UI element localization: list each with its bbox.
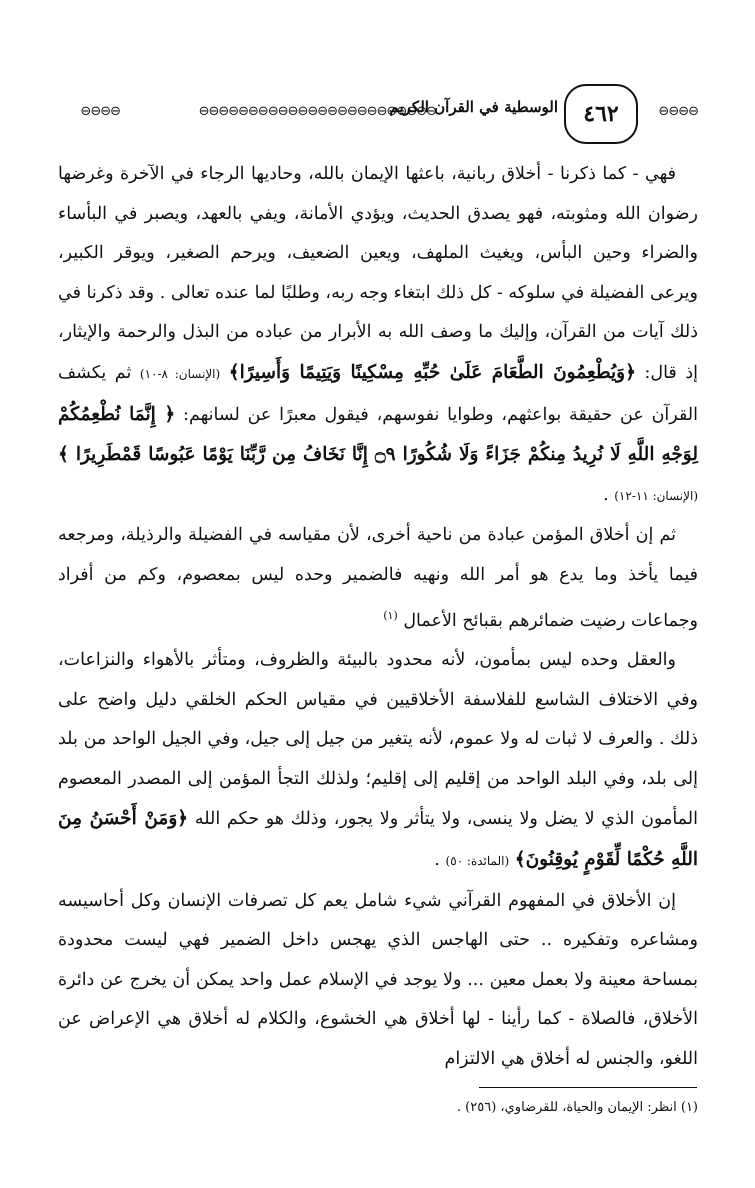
page-header bbox=[58, 84, 698, 148]
paragraph-2 bbox=[58, 516, 698, 641]
quran-verse: ﴿وَمَنْ أَحْسَنُ مِنَ اللَّهِ حُكْمًا لِّقَوْمٍ يُوقِنُونَ﴾ bbox=[58, 808, 698, 870]
verse-citation: (الإنسان: ٨-١٠) bbox=[139, 366, 221, 381]
quran-verse: ﴿ إِنَّمَا نُطْعِمُكُمْ لِوَجْهِ اللَّهِ لَا نُرِيدُ مِنكُمْ جَزَاءً وَلَا شُكُورًا ۝٩ إِنَّا نَخَافُ مِن رَّبِّنَا يَوْمًا عَبُوسًا قَمْطَرِيرًا ﴾ bbox=[58, 403, 698, 466]
paragraph-text: . bbox=[434, 849, 446, 870]
body-text bbox=[58, 155, 698, 1079]
header-ornament-middle: ⊖⊖⊖⊖⊖⊖⊖⊖⊖⊖⊖⊖⊖⊖⊖⊖⊖⊖⊖⊖⊖⊖⊖⊖ bbox=[198, 104, 436, 119]
paragraph-1 bbox=[58, 155, 698, 516]
paragraph-3 bbox=[58, 641, 698, 882]
header-ornament-left: ⊖⊖⊖⊖ bbox=[80, 104, 120, 119]
verse-citation: (المائدة: ٥٠) bbox=[445, 853, 510, 868]
paragraph-4 bbox=[58, 882, 698, 1080]
book-title: الوسطية في القرآن الكريم bbox=[389, 98, 558, 116]
paragraph-text: والعقل وحده ليس بمأمون، لأنه محدود بالبيئة والظروف، ومتأثر بالأهواء والنزاعات، وفي الاختلاف الشاسع للفلاسفة الأخلاقيين في مقياس الحكم الخلقي دليل واضح على ذلك . والعرف لا ثبات له ولا عموم، لأنه يتغير من جيل إلى جيل، وفي الجيل الواحد من بلد إلى بلد، وفي البلد الواحد من إقليم إلى إقليم؛ ولذلك التجأ المؤمن إلى المصدر المعصوم المأمون الذي لا يضل ولا ينسى، ولا يتأثر ولا يجور، وذلك هو حكم الله bbox=[58, 649, 698, 830]
paragraph-text: فهي - كما ذكرنا - أخلاق ربانية، باعثها الإيمان بالله، وحاديها الرجاء في الآخرة وغرضها رضوان الله ومثوبته، فهو يصدق الحديث، ويؤدي الأمانة، ويفي بالعهد، ويصبر في البأساء والضراء وحين البأس، ويغيث الملهف، ويعين الضعيف، ويرحم الصغير، ويوقر الكبير، ويرعى الفضيلة في سلوكه - كل ذلك ابتغاء وجه ربه، وطلبًا لما عنده تعالى . وقد ذكرنا في ذلك آيات من القرآن، وإليك ما وصف الله به الأبرار من عباده من البذل والرحمة والإيثار، إذ قال: bbox=[58, 164, 698, 383]
footnote-divider bbox=[479, 1087, 697, 1088]
header-ornament-right: ⊖⊖⊖⊖ bbox=[658, 104, 698, 119]
quran-verse: ﴿وَيُطْعِمُونَ الطَّعَامَ عَلَىٰ حُبِّهِ مِسْكِينًا وَيَتِيمًا وَأَسِيرًا﴾ bbox=[228, 361, 636, 383]
footnote-reference[interactable]: (١) bbox=[383, 608, 398, 622]
paragraph-text: إن الأخلاق في المفهوم القرآني شيء شامل يعم كل تصرفات الإنسان وكل أحاسيسه ومشاعره وتفكيره .. حتى الهاجس الذي يهجس داخل الضمير فهي ليست محدودة بمساحة معينة ولا بعمل معين ... ولا يوجد في الإسلام عمل واحد يمكن أن يخرج عن دائرة الأخلاق، فالصلاة - كما رأينا - لها أخلاق هي الخشوع، والكلام له أخلاق هي الإعراض عن اللغو، والجنس له أخلاق هي الالتزام bbox=[58, 890, 698, 1069]
page-number: ٤٦٢ bbox=[564, 84, 638, 144]
paragraph-text: ثم يكشف القرآن عن حقيقة بواعثهم، وطوايا نفوسهم، فيقول معبرًا عن لسانهم: bbox=[58, 362, 698, 425]
paragraph-text: ثم إن أخلاق المؤمن عبادة من ناحية أخرى، لأن مقياسه في الفضيلة والرذيلة، ومرجعه فيما يأخذ وما يدع هو أمر الله ونهيه فالضمير وحده ليس بمعصوم، وكم من أفراد وجماعات رضيت ضمائرهم بقبائح الأعمال bbox=[58, 525, 698, 631]
footnote: (١) انظر: الإيمان والحياة، للقرضاوي، (٢٥٦) . bbox=[456, 1100, 698, 1115]
verse-citation: (الإنسان: ١١-١٢) bbox=[614, 488, 698, 503]
paragraph-text: . bbox=[603, 484, 615, 505]
